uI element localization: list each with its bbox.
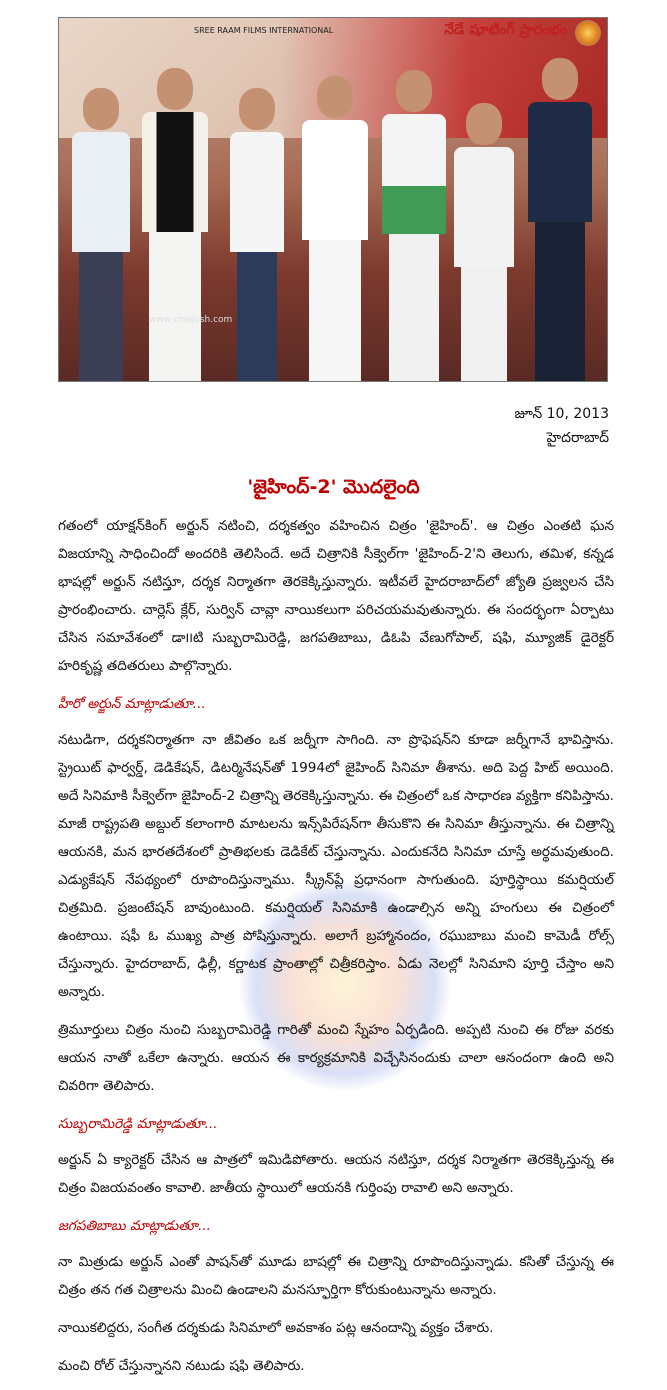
- person-figure: [299, 76, 371, 381]
- banner-logo: SREE RAAM FILMS INTERNATIONAL: [194, 26, 334, 35]
- person-figure: [69, 88, 133, 381]
- article-headline: 'జైహింద్-2' మొదలైంది: [247, 476, 420, 498]
- person-figure: [379, 70, 449, 381]
- subheading-jagapathi-babu: జగపతిబాబు మాట్లాడుతూ...: [58, 1218, 211, 1234]
- person-figure: [525, 58, 595, 381]
- paragraph-intro: గతంలో యాక్షన్‌కింగ్ అర్జున్ నటించి, దర్శకత్వం వహించిన చిత్రం 'జైహింద్'. ఆ చిత్రం ఎంతటి ఘన విజయాన్ని సాధించిందో అందరికి తెలిసిందే. అదే చిత్రానికి సీక్వెల్‌గా 'జైహింద్-2'ని తెలుగు, తమిళ, కన్నడ భాషల్లో అర్జున్ నటిస్తూ, దర్శక నిర్మాతగా తెరకెక్కిస్తున్నారు. ఇటీవలే హైదరాబాద్‌లో జ్యోతి ప్రజ్వలన చేసి ప్రారంభించారు. చార్లెస్ క్లేర్, సుర్విన్ చావ్లా నాయికలుగా పరిచయమవుతున్నారు. ఈ సందర్భంగా ఏర్పాటు చేసిన సమావేశంలో డా౹౹టి సుబ్బరామిరెడ్డి, జగపతిబాబు, డిఓపి వేణుగోపాల్, షఫి, మ్యూజిక్ డైరెక్టర్ హరికృష్ణ తదితరులు పాల్గొన్నారు.: [58, 518, 614, 674]
- site-logo-icon: [575, 20, 601, 46]
- paragraph-jagapathi-babu: నా మిత్రుడు అర్జున్ ఎంతో పాషన్‌తో మూడు బాషల్లో ఈ చిత్రాన్ని రూపొందిస్తున్నాడు. కసితో చేస్తున్న ఈ చిత్రం తన గత చిత్రాలను మించి ఉండాలని మనస్ఫూర్తిగా కోరుకుంటున్నాను అన్నారు.: [58, 1254, 614, 1298]
- dateline: [514, 402, 609, 450]
- article-place: హైదరాబాద్: [546, 430, 609, 446]
- paragraph-arjun-quote: నటుడిగా, దర్శకనిర్మాతగా నా జీవితం ఒక జర్నీగా సాగింది. నా ప్రొఫెషన్‌ని కూడా జర్నీగానే భావిస్తాను. స్ట్రెయిట్ ఫార్వర్డ్, డెడికేషన్, డిటర్మినేషన్‌తో 1994లో జైహింద్ సినిమా తీశాను. అది పెద్ద హిట్ అయింది. అదే సినిమాకి సీక్వెల్‌గా జైహింద్-2 చిత్రాన్ని తెరకెక్కిస్తున్నాను. ఈ చిత్రంలో ఒక సాధారణ వ్యక్తిగా కనిపిస్తాను. మాజీ రాష్ట్రపతి అబ్దుల్ కలాంగారి మాటలను ఇన్స్‌పిరేషన్‌గా తీసుకొని ఈ సినిమా తీస్తున్నాను. ఈ చిత్రాన్ని ఆయనకి, మన భారతదేశంలో ప్రాతిభలకు డెడికేట్ చేస్తున్నాను. ఎందుకనేది సినిమా చూస్తే అర్థమవుతుంది. ఎడ్యుకేషన్ నేపథ్యంలో రూపొందిస్తున్నాము. స్క్రీన్‌ప్లే ప్రధానంగా సాగుతుంది. పూర్తిస్థాయి కమర్షియల్ చిత్రమిది. ప్రజంటేషన్ బావుంటుంది. కమర్షియల్ సినిమాకి ఉండాల్సిన అన్ని హంగులు ఈ చిత్రంలో ఉంటాయి. షఫీ ఓ ముఖ్య పాత్ర పోషిస్తున్నారు. అలాగే బ్రహ్మానందం, రఘుబాబు మంచి కామెడీ రోల్స్ చేస్తున్నారు. హైదరాబాద్, ఢిల్లీ, కర్ణాటక ప్రాంతాల్లో చిత్రీకరిస్తాం. ఏడు నెలల్లో సినిమాని పూర్తి చేస్తాం అని అన్నారు.: [58, 732, 614, 1000]
- paragraph-shafi: మంచి రోల్ చేస్తున్నానని నటుడు షఫి తెలిపారు.: [58, 1358, 305, 1374]
- subheading-subbarami-reddy: సుబ్బరామిరెడ్డి మాట్లాడుతూ...: [58, 1116, 218, 1132]
- subheading-arjun: హీరో అర్జున్ మాట్లాడుతూ...: [58, 696, 206, 712]
- person-figure: [227, 88, 287, 381]
- person-figure: [451, 103, 517, 381]
- event-photo: [58, 17, 608, 382]
- paragraph-heroines: నాయికలిద్దరు, సంగీత దర్శకుడు సినిమాలో అవకాశం పట్ల ఆనందాన్ని వ్యక్తం చేశారు.: [58, 1320, 494, 1336]
- person-figure: [139, 68, 211, 381]
- article-date: జూన్ 10, 2013: [514, 406, 609, 422]
- banner-text: నేడే షూటింగ్ ప్రారంభం: [444, 22, 567, 38]
- paragraph-arjun-closing: త్రిమూర్తులు చిత్రం నుంచి సుబ్బరామిరెడ్డి గారితో మంచి స్నేహం ఏర్పడింది. అప్పటి నుంచి ఈ రోజు వరకు ఆయన నాతో ఒకేలా ఉన్నారు. ఆయన ఈ కార్యక్రమానికి విచ్చేసినందుకు చాలా ఆనందంగా ఉంది అని చివరిగా తెలిపారు.: [58, 1022, 614, 1094]
- photo-watermark: www.cinejosh.com: [149, 315, 233, 325]
- article-body: [58, 512, 614, 1390]
- paragraph-subbarami-reddy: అర్జున్ ఏ క్యారెక్టర్ చేసిన ఆ పాత్రలో ఇమిడిపోతారు. ఆయన నటిస్తూ, దర్శక నిర్మాతగా తెరకెక్కిస్తున్న ఈ చిత్రం విజయవంతం కావాలి. జాతీయ స్థాయిలో ఆయనకి గుర్తింపు రావాలి అని అన్నారు.: [58, 1152, 614, 1196]
